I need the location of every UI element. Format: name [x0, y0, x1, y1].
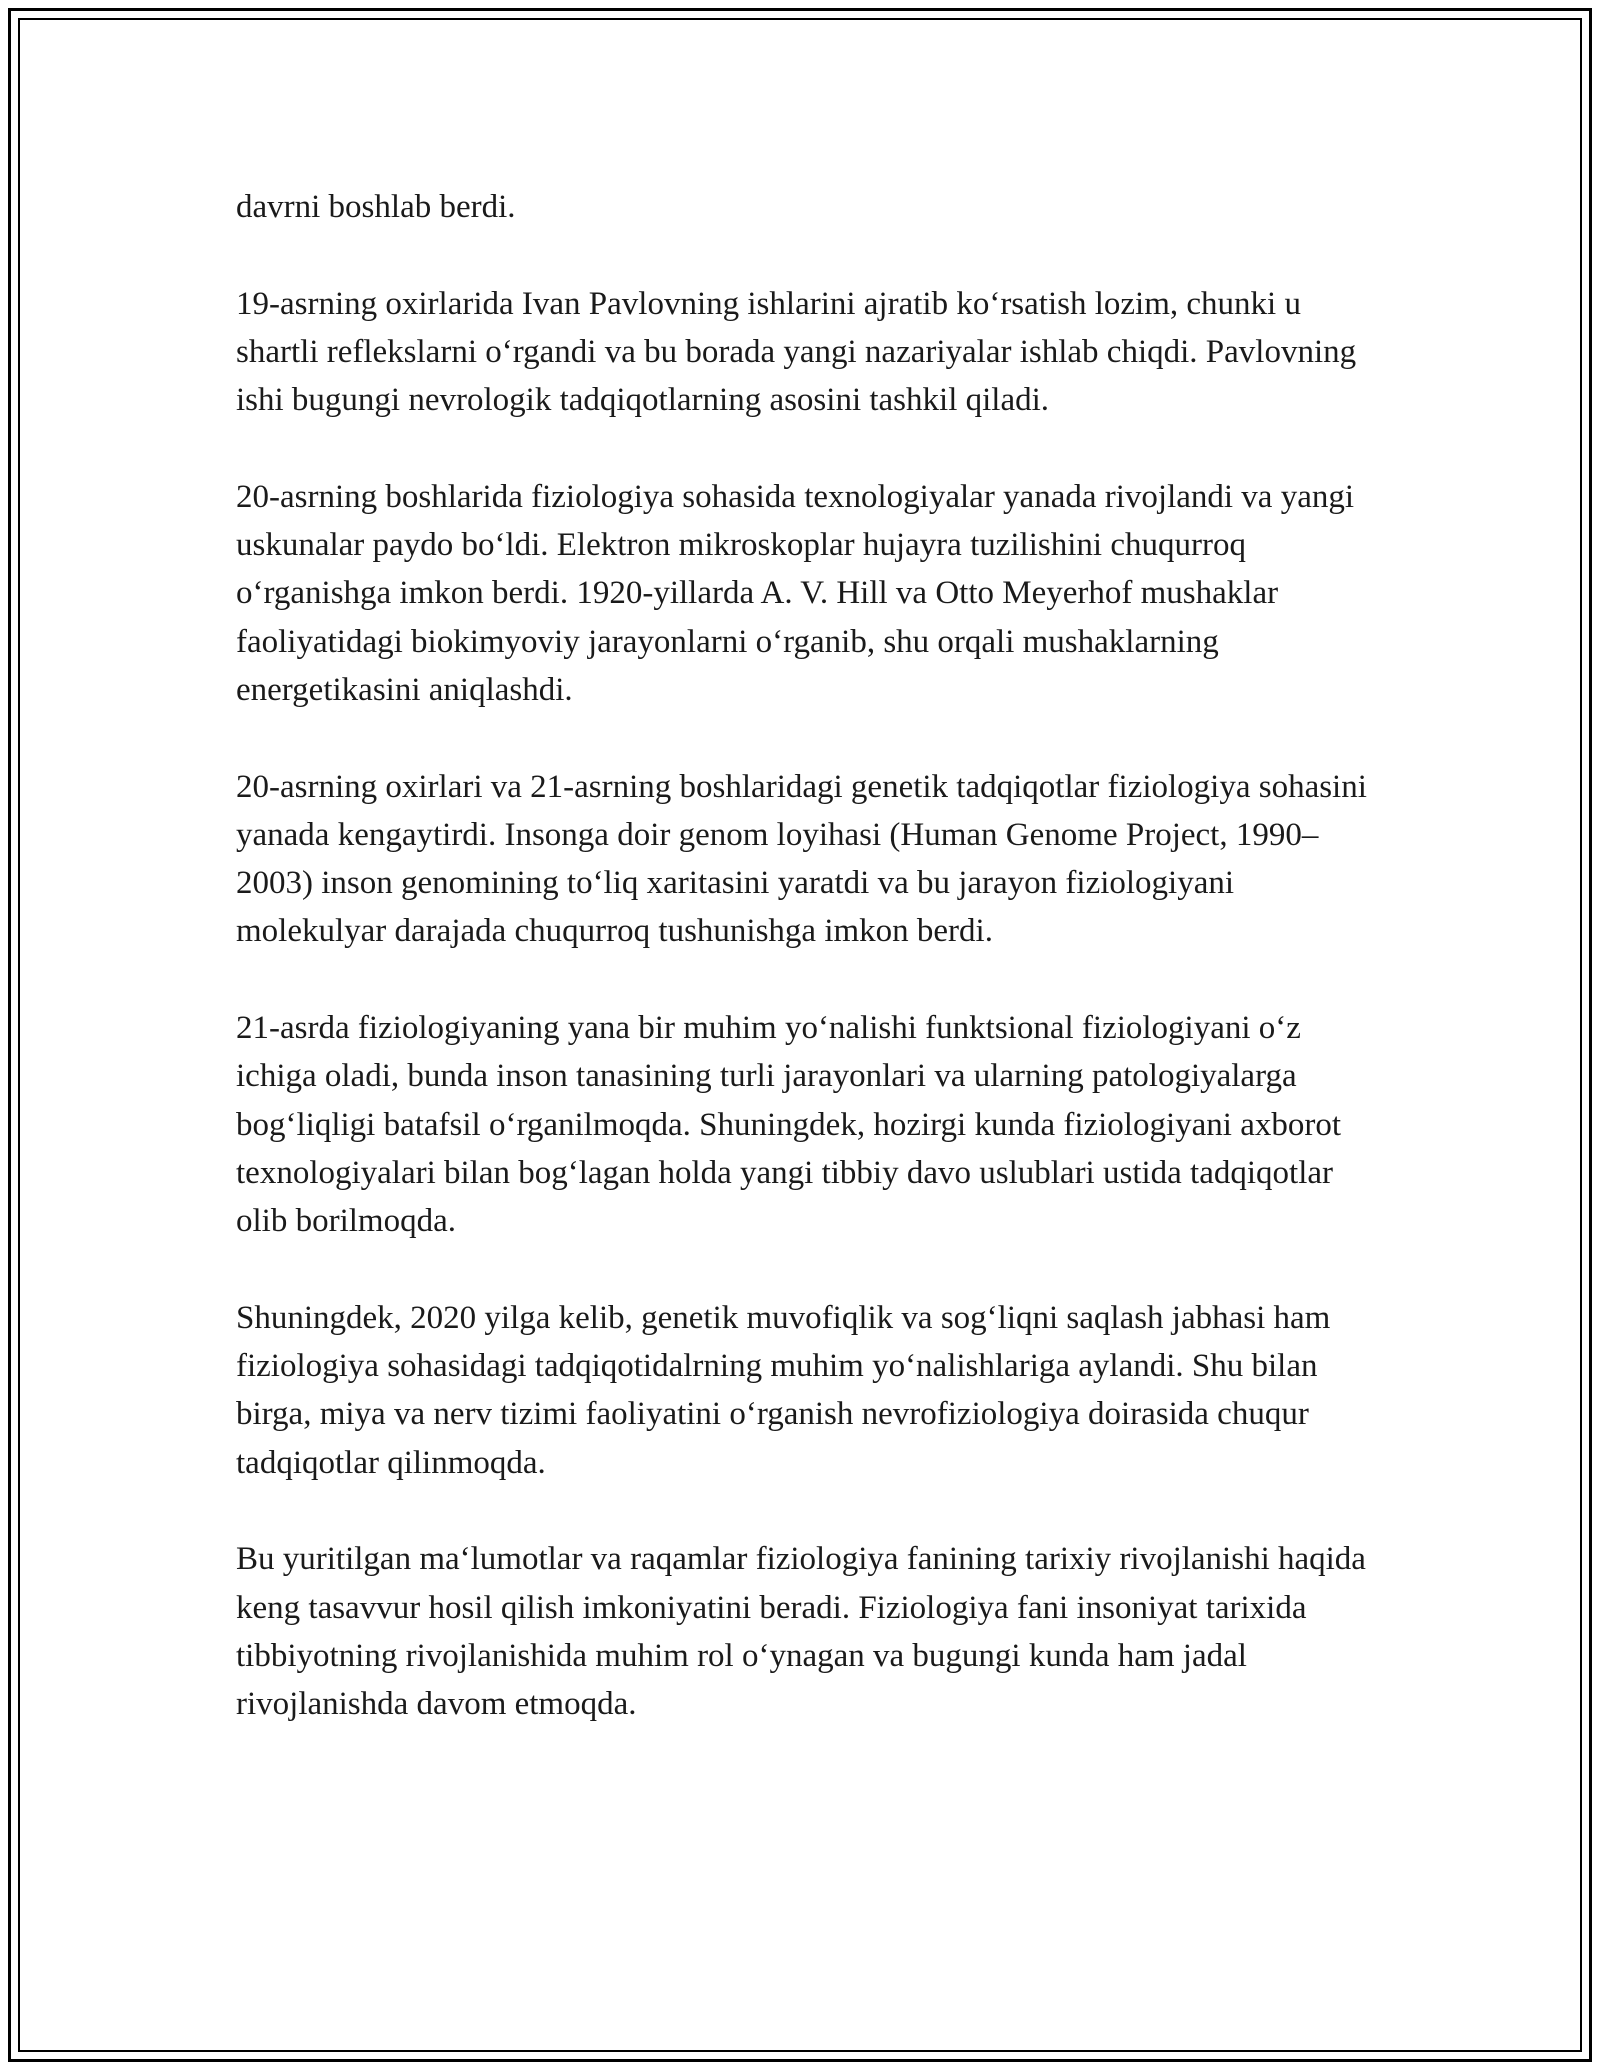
- paragraph: 20-asrning oxirlari va 21-asrning boshlaridagi genetik tadqiqotlar fiziologiya sohasini yanada kengaytirdi. Insonga doir genom loyihasi (Human Genome Project, 1990–2003) inson genomining toʻliq xaritasini yaratdi va bu jarayon fiziologiyani molekulyar darajada chuqurroq tushunishga imkon berdi.: [236, 768, 1367, 950]
- paragraph: 21-asrda fiziologiyaning yana bir muhim yoʻnalishi funktsional fiziologiyani oʻz ichiga oladi, bunda inson tanasining turli jarayonlari va ularning patologiyalarga bogʻliqligi batafsil oʻrganilmoqda. Shuningdek, hozirgi kunda fiziologiyani axborot texnologiyalari bilan bogʻlagan holda yangi tibbiy davo uslublari ustida tadqiqotlar olib borilmoqda.: [236, 1010, 1342, 1240]
- document-body: [236, 183, 1376, 1777]
- paragraph: Shuningdek, 2020 yilga kelib, genetik muvofiqlik va sogʻliqni saqlash jabhasi ham fiziologiya sohasidagi tadqiqotidalrning muhim yoʻnalishlariga aylandi. Shu bilan birga, miya va nerv tizimi faoliyatini oʻrganish nevrofiziologiya doirasida chuqur tadqiqotlar qilinmoqda.: [236, 1299, 1331, 1481]
- paragraph: 19-asrning oxirlarida Ivan Pavlovning ishlarini ajratib koʻrsatish lozim, chunki u shartli reflekslarni oʻrgandi va bu borada yangi nazariyalar ishlab chiqdi. Pavlovning ishi bugungi nevrologik tadqiqotlarning asosini tashkil qiladi.: [236, 285, 1357, 419]
- paragraph: Bu yuritilgan maʻlumotlar va raqamlar fiziologiya fanining tarixiy rivojlanishi haqida keng tasavvur hosil qilish imkoniyatini beradi. Fiziologiya fani insoniyat tarixida tibbiyotning rivojlanishida muhim rol oʻynagan va bugungi kunda ham jadal rivojlanishda davom etmoqda.: [236, 1541, 1366, 1723]
- paragraph: 20-asrning boshlarida fiziologiya sohasida texnologiyalar yanada rivojlandi va yangi uskunalar paydo boʻldi. Elektron mikroskoplar hujayra tuzilishini chuqurroq oʻrganishga imkon berdi. 1920-yillarda A. V. Hill va Otto Meyerhof mushaklar faoliyatidagi biokimyoviy jarayonlarni oʻrganib, shu orqali mushaklarning energetikasini aniqlashdi.: [236, 478, 1355, 708]
- paragraph: davrni boshlab berdi.: [236, 189, 516, 225]
